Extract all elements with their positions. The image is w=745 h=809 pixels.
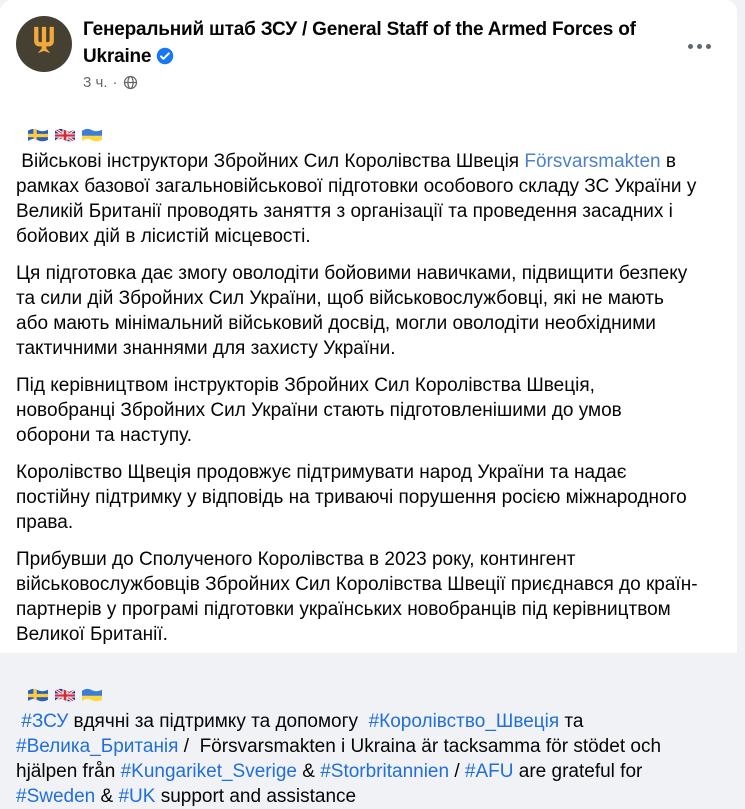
ellipsis-icon bbox=[697, 44, 702, 49]
page-avatar[interactable] bbox=[16, 16, 72, 72]
verified-badge-icon bbox=[156, 47, 174, 65]
post-text-segment: & bbox=[296, 761, 321, 782]
post-options-button[interactable] bbox=[682, 36, 717, 57]
hashtag-link[interactable]: #Велика_Британія bbox=[16, 736, 179, 757]
post-text-segment: Військові інструктори Збройних Сил Королівства Швеція bbox=[16, 151, 525, 172]
post-paragraph bbox=[16, 373, 698, 448]
page-name-link[interactable]: Генеральний штаб ЗСУ / General Staff of the Armed Forces of Ukraine bbox=[83, 19, 636, 67]
post-header bbox=[0, 0, 737, 91]
post-text-segment: support and assistance bbox=[155, 786, 357, 807]
post-text-segment: & bbox=[95, 786, 119, 807]
header-text bbox=[83, 16, 682, 91]
flag-ukraine-icon bbox=[81, 687, 103, 704]
post-text-segment: Під керівництвом інструкторів Збройних Сил Королівства Швеція, новобранці Збройних Сил України стають підготовленішими до умов оборони та наступу. bbox=[16, 375, 628, 446]
hashtag-link[interactable]: #Королівство_Швеція bbox=[368, 711, 560, 732]
post-text-segment: та bbox=[559, 711, 589, 732]
post-text-segment: Прибувши до Сполученого Королівства в 2023 року, контингент військовослужбовців Збройних Сил Королівства Швеції приєднався до країн-партнерів у програмі підготовки українських новобранців під керівництвом Великої Британії. bbox=[16, 549, 698, 645]
post-meta bbox=[83, 74, 682, 91]
post-paragraph bbox=[16, 460, 698, 535]
globe-icon bbox=[123, 75, 138, 90]
post-paragraph bbox=[16, 261, 698, 361]
flag-sweden-icon bbox=[27, 127, 49, 144]
hashtag-link[interactable]: #ЗСУ bbox=[21, 711, 69, 732]
post-text-segment: / Försvarsmakten i Ukraina är tacksamma för stödet och hjälpen från bbox=[16, 736, 667, 782]
post-paragraph bbox=[16, 659, 698, 809]
post-paragraph bbox=[16, 547, 698, 647]
post-text-segment: are grateful for bbox=[513, 761, 648, 782]
post-text bbox=[0, 91, 714, 809]
flag-ukraine-icon bbox=[81, 127, 103, 144]
ellipsis-icon bbox=[688, 44, 693, 49]
post-text-segment: / bbox=[449, 761, 465, 782]
post-text-segment: Ця підготовка дає змогу оволодіти бойовими навичками, підвищити безпеку та сили дій Збройних Сил України, щоб військовослужбовці, які не мають або мають мінімальний військовий досвід, могли оволодіти необхідними тактичними знаннями для захисту України. bbox=[16, 263, 693, 359]
ellipsis-icon bbox=[706, 44, 711, 49]
page-mention-link[interactable]: Försvarsmakten bbox=[524, 151, 661, 172]
hashtag-link[interactable]: #UK bbox=[118, 786, 156, 807]
post-paragraph bbox=[16, 99, 702, 249]
flag-uk-icon bbox=[54, 687, 76, 704]
hashtag-link[interactable]: #AFU bbox=[464, 761, 514, 782]
hashtag-link[interactable]: #Storbritannien bbox=[320, 761, 450, 782]
flag-sweden-icon bbox=[27, 687, 49, 704]
flag-uk-icon bbox=[54, 127, 76, 144]
page-name-row bbox=[83, 16, 682, 70]
hashtag-link[interactable]: #Kungariket_Sverige bbox=[120, 761, 297, 782]
meta-separator: · bbox=[112, 74, 118, 91]
post-text-segment: Королівство Щвеція продовжує підтримувати народ України та надає постійну підтримку у відповідь на триваючі порушення росією міжнародного права. bbox=[16, 462, 692, 533]
post-text-segment: в рамках базової загальновійськової підготовки особового складу ЗС України у Великій Британії проводять заняття з організації та проведення засадних і бойових дій в лісистій місцевості. bbox=[16, 151, 702, 247]
trident-icon bbox=[28, 24, 60, 64]
post-text-segment: вдячні за підтримку та допомогу bbox=[68, 711, 369, 732]
hashtag-link[interactable]: #Sweden bbox=[16, 786, 96, 807]
post-timestamp[interactable]: 3 ч. bbox=[83, 74, 108, 91]
